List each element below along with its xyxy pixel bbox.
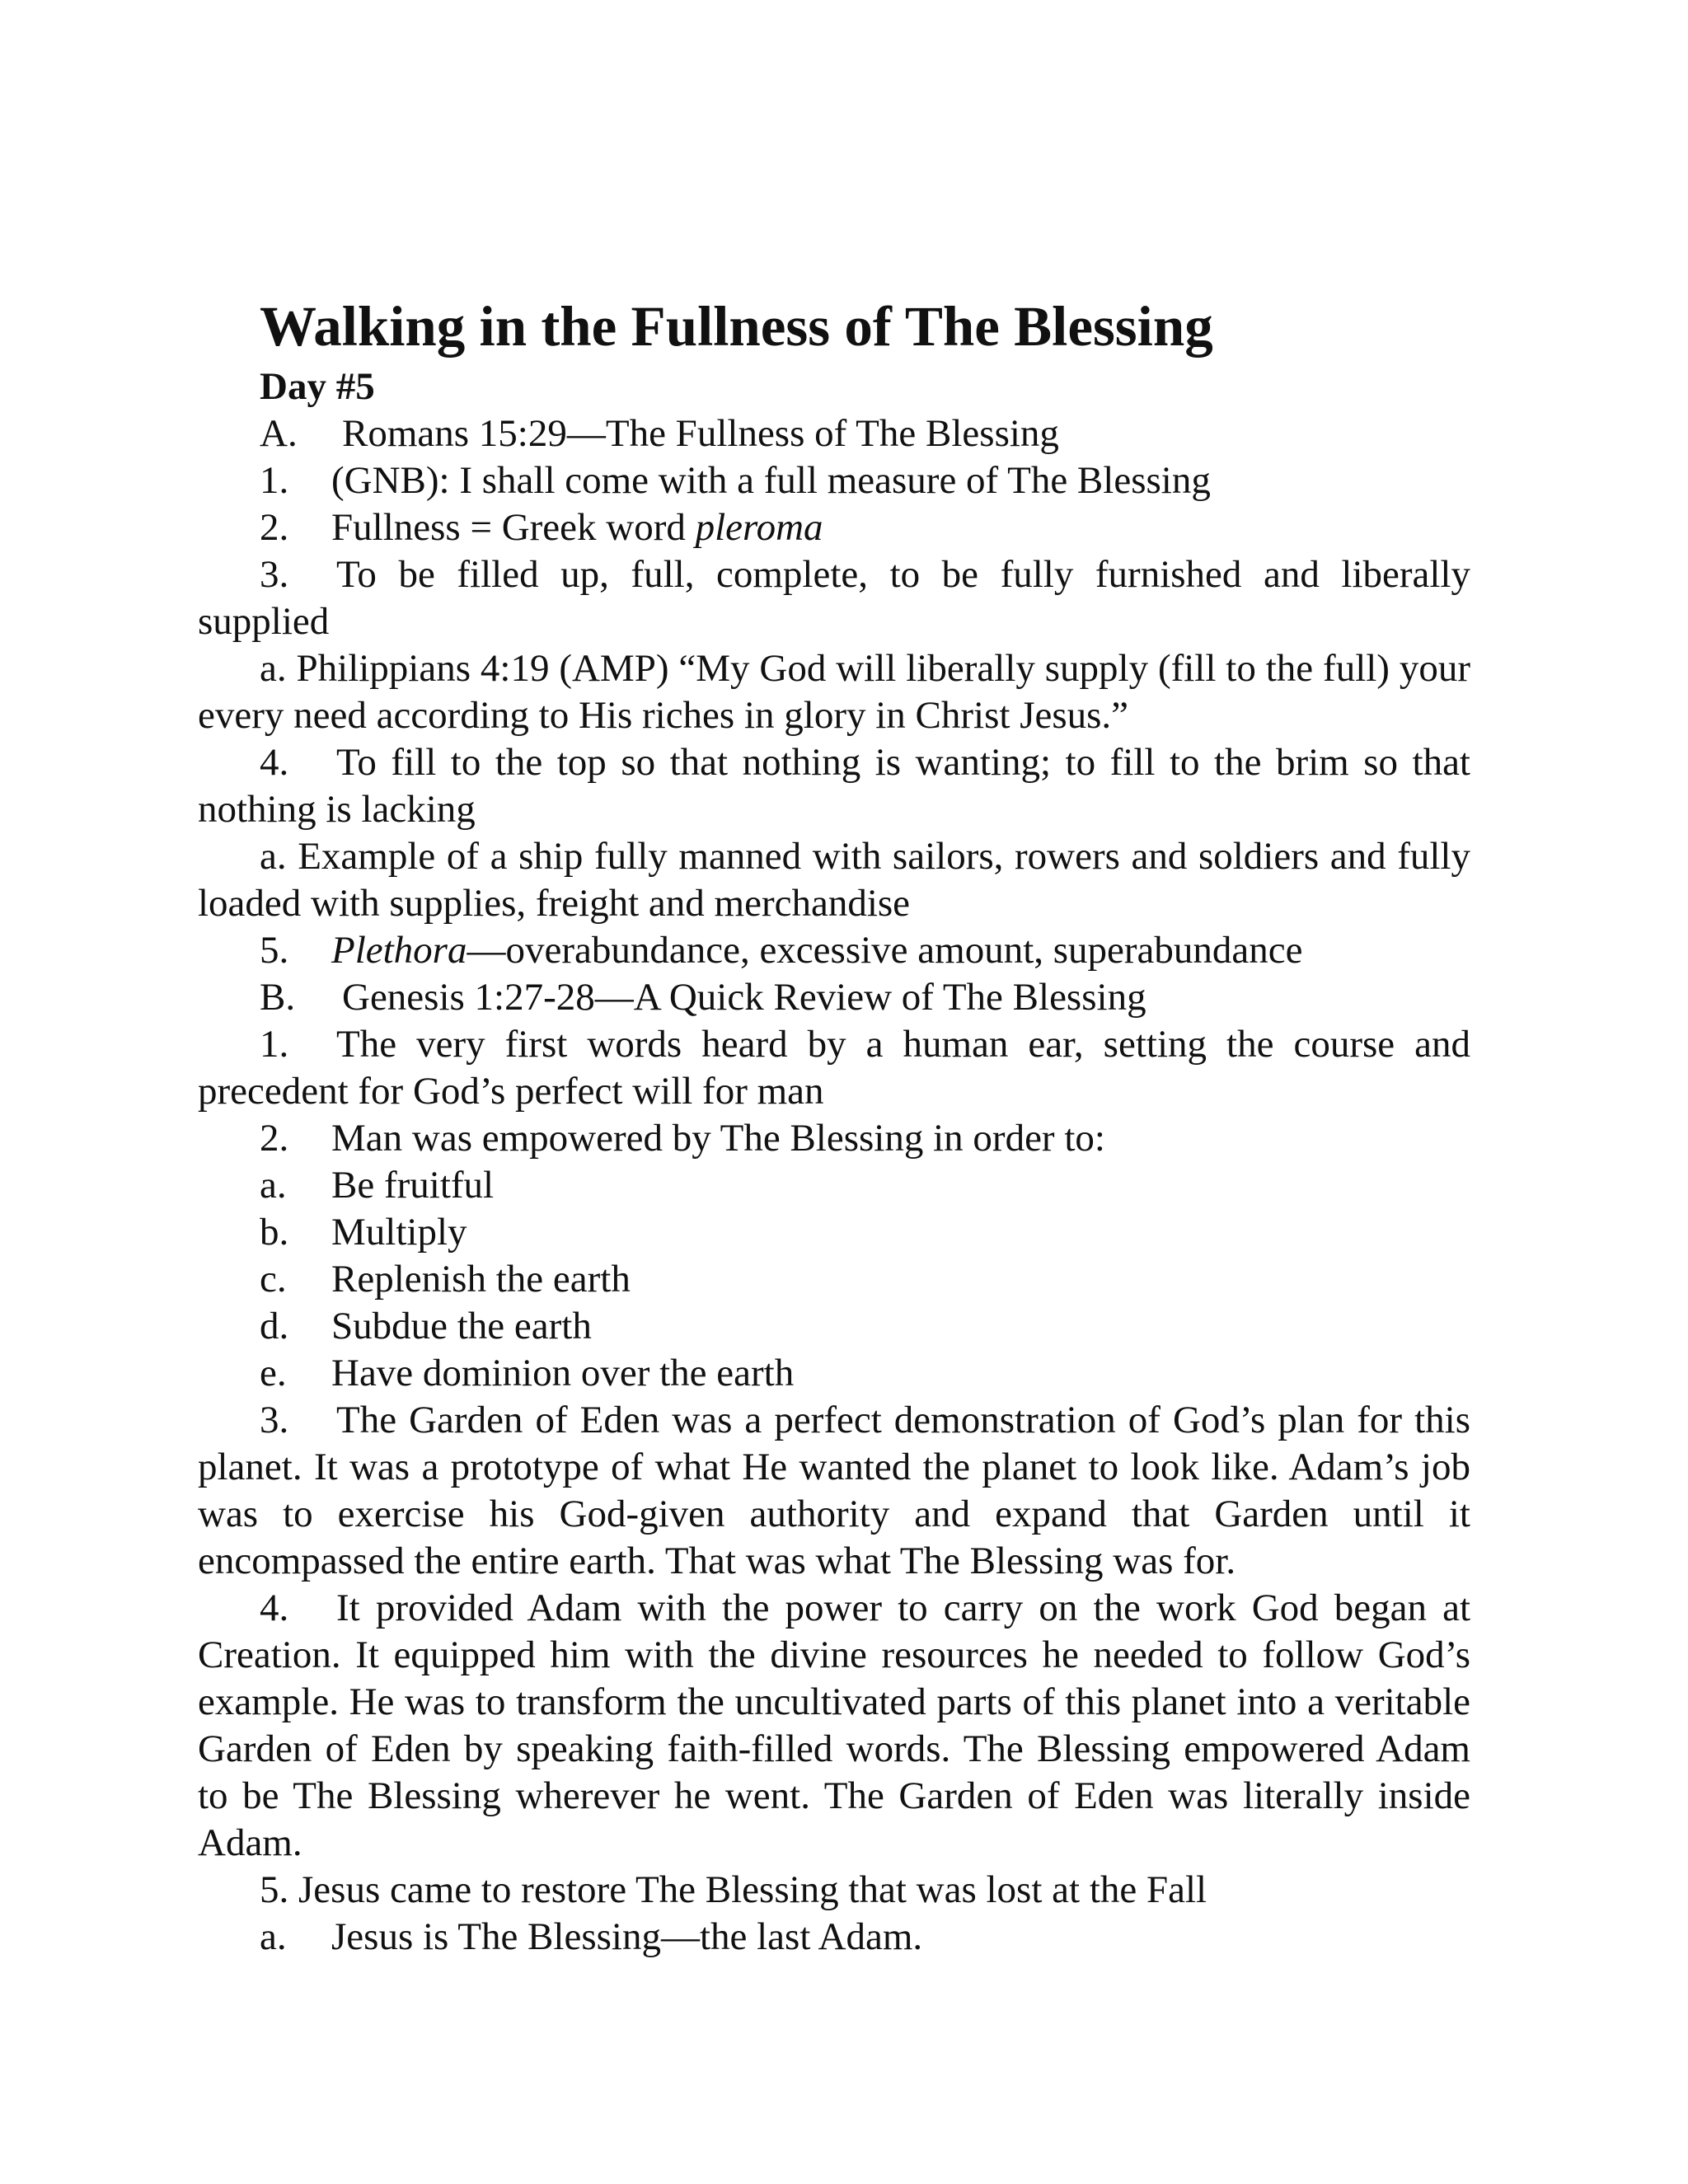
section-a-text: Romans 15:29—The Fullness of The Blessing [342,412,1059,455]
b-item-4: 4. It provided Adam with the power to carry on the work God began at Creation. It equipped him with the divine resources he needed to follow God’s example. He was to transform the uncultivated parts of this planet into a veritable Garden of Eden by speaking faith-filled words. The Blessing empowered Adam to be The Blessing wherever he went. The Garden of Eden was literally inside Adam. [198,1586,1470,1864]
a-item-4-sub-a: a. Example of a ship fully manned with sailors, rowers and soldiers and fully loaded with supplies, freight and merchandise [198,835,1470,925]
a-item-3: 3. To be filled up, full, complete, to be fully furnished and liberally supplied [198,553,1470,643]
b-item-2-sub-a: a. Be fruitful [260,1164,495,1207]
b-item-2-sub-c: c. Replenish the earth [260,1258,631,1301]
section-a-heading [198,410,1470,457]
b-item-2-sub-b: b. Multiply [260,1211,467,1254]
a-item-4: 4. To fill to the top so that nothing is wanting; to fill to the brim so that nothing is lacking [198,741,1470,831]
b-item-5-sub-a: a. Jesus is The Blessing—the last Adam. [260,1915,923,1958]
section-b-text: Genesis 1:27-28—A Quick Review of The Blessing [342,976,1146,1019]
day-heading: Day #5 [260,365,375,408]
a-item-3-sub-a: a. Philippians 4:19 (AMP) “My God will liberally supply (fill to the full) your every need according to His riches in glory in Christ Jesus.” [198,647,1470,737]
b-item-2-sub-e: e. Have dominion over the earth [260,1352,795,1394]
b-item-3: 3. The Garden of Eden was a perfect demonstration of God’s plan for this planet. It was a prototype of what He wanted the planet to look like. Adam’s job was to exercise his God-given authority and expand that Garden until it encompassed the entire earth. That was what The Blessing was for. [198,1399,1470,1582]
b-item-2: 2. Man was empowered by The Blessing in order to: [260,1117,1105,1160]
document-page [198,290,1470,1961]
section-b-marker: B. [260,976,296,1019]
a-item-1: 1. (GNB): I shall come with a full measure of The Blessing [260,459,1211,502]
page-title: Walking in the Fullness of The Blessing [260,295,1213,358]
b-item-5: 5. Jesus came to restore The Blessing that was lost at the Fall [260,1868,1207,1911]
section-a-marker: A. [260,412,298,455]
a-item-5: 5. Plethora—overabundance, excessive amount, superabundance [260,929,1303,972]
section-b-heading [198,974,1470,1021]
a-item-2: 2. Fullness = Greek word pleroma [260,506,823,549]
b-item-1: 1. The very first words heard by a human ear, setting the course and precedent for God’s perfect will for man [198,1023,1470,1113]
b-item-2-sub-d: d. Subdue the earth [260,1305,592,1347]
